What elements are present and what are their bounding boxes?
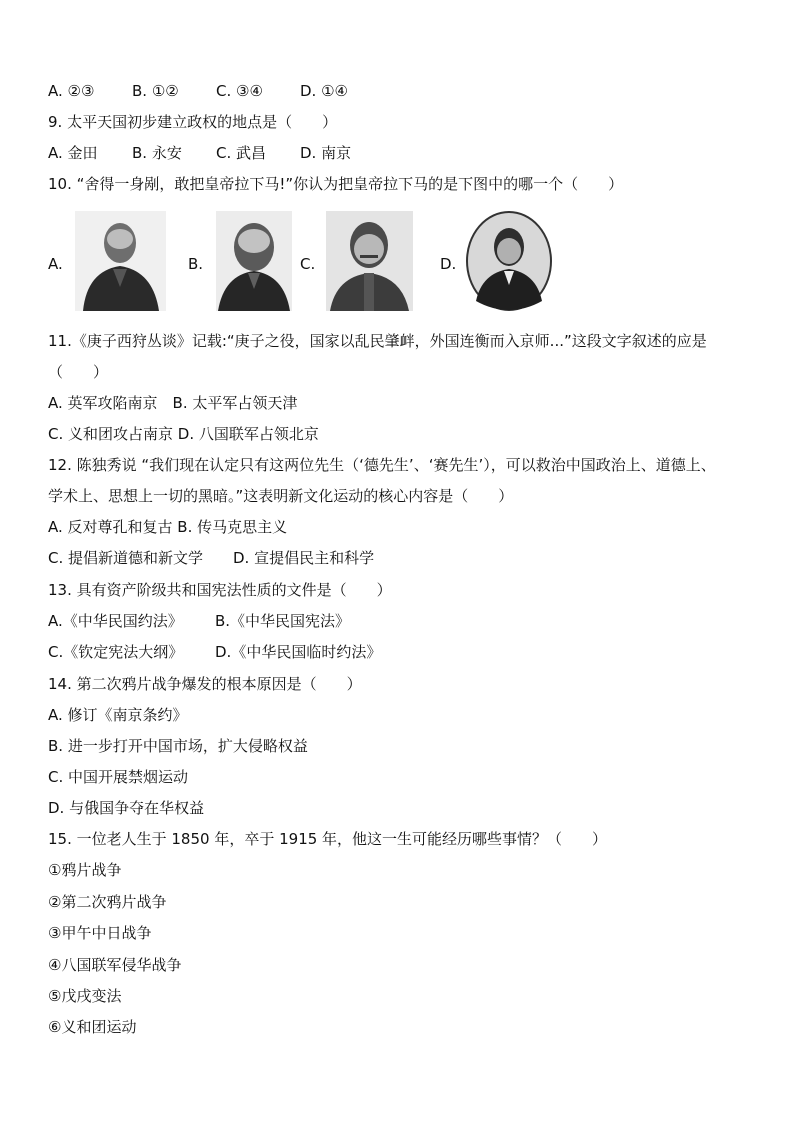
q15-item-3: ③甲午中日战争 [48,924,152,942]
q12-stem-line2: 学术上、思想上一切的黑暗。”这表明新文化运动的核心内容是（ ） [48,487,514,505]
q12-options-ab: A. 反对尊孔和复古 B. 传马克思主义 [48,518,288,536]
q10-option-d-label: D. [440,255,457,273]
q15-item-1: ①鸦片战争 [48,861,122,879]
q13-options-ab [48,611,350,631]
q11-options-ab: A. 英军攻陷南京 B. 太平军占领天津 [48,394,298,412]
q9-option-d: D. 南京 [300,144,352,162]
q11-stem-line1: 11.《庚子西狩丛谈》记载:“庚子之役，国家以乱民肇衅，外国连衡而入京师...”这段文字叙述的应是 [48,332,707,350]
q9-option-a: A. 金田 [48,144,98,162]
q8-option-a: A. ②③ [48,82,95,100]
q11-stem-line2: （ ） [48,363,109,381]
q13-option-d: D.《中华民国临时约法》 [215,643,382,661]
portrait-d-photo [466,211,552,311]
q10-option-b-label: B. [188,255,204,273]
q14-option-c: C. 中国开展禁烟运动 [48,768,189,786]
q14-option-a: A. 修订《南京条约》 [48,706,188,724]
q8-option-d: D. ①④ [300,82,348,100]
q10-stem: 10. “舍得一身剐，敢把皇帝拉下马!”你认为把皇帝拉下马的是下图中的哪一个（ ） [48,175,624,193]
q11-options-cd: C. 义和团攻占南京 D. 八国联军占领北京 [48,425,319,443]
q8-option-c: C. ③④ [216,82,263,100]
portrait-a-photo [75,211,166,311]
q9-stem: 9. 太平天国初步建立政权的地点是（ ） [48,113,338,131]
q12-options-cd: C. 提倡新道德和新文学 D. 宣提倡民主和科学 [48,549,375,567]
q13-option-a: A.《中华民国约法》 [48,612,183,630]
q14-option-b: B. 进一步打开中国市场，扩大侵略权益 [48,737,308,755]
q9-option-c: C. 武昌 [216,144,267,162]
q15-item-6: ⑥义和团运动 [48,1018,137,1036]
q13-option-b: B.《中华民国宪法》 [215,612,351,630]
q14-stem: 14. 第二次鸦片战争爆发的根本原因是（ ） [48,675,362,693]
q13-stem: 13. 具有资产阶级共和国宪法性质的文件是（ ） [48,581,392,599]
q15-item-2: ②第二次鸦片战争 [48,893,167,911]
q10-option-a-label: A. [48,255,63,273]
q8-options [48,81,348,101]
q15-stem: 15. 一位老人生于 1850 年，卒于 1915 年，他这一生可能经历哪些事情？（ ） [48,830,608,848]
portrait-b-photo [216,211,292,311]
q15-item-5: ⑤戊戌变法 [48,987,122,1005]
q10-option-c-label: C. [300,255,316,273]
q14-option-d: D. 与俄国争夺在华权益 [48,799,205,817]
portrait-c-photo [326,211,413,311]
q12-stem-line1: 12. 陈独秀说 “我们现在认定只有这两位先生（‘德先生’、‘赛先生’），可以救治中国政治上、道德上、 [48,456,716,474]
q9-option-b: B. 永安 [132,144,182,162]
q13-option-c: C.《钦定宪法大纲》 [48,643,184,661]
q15-item-4: ④八国联军侵华战争 [48,956,182,974]
q10-photo-options [48,211,748,313]
q8-option-b: B. ①② [132,82,179,100]
q13-options-cd [48,642,381,662]
q9-options [48,143,351,163]
